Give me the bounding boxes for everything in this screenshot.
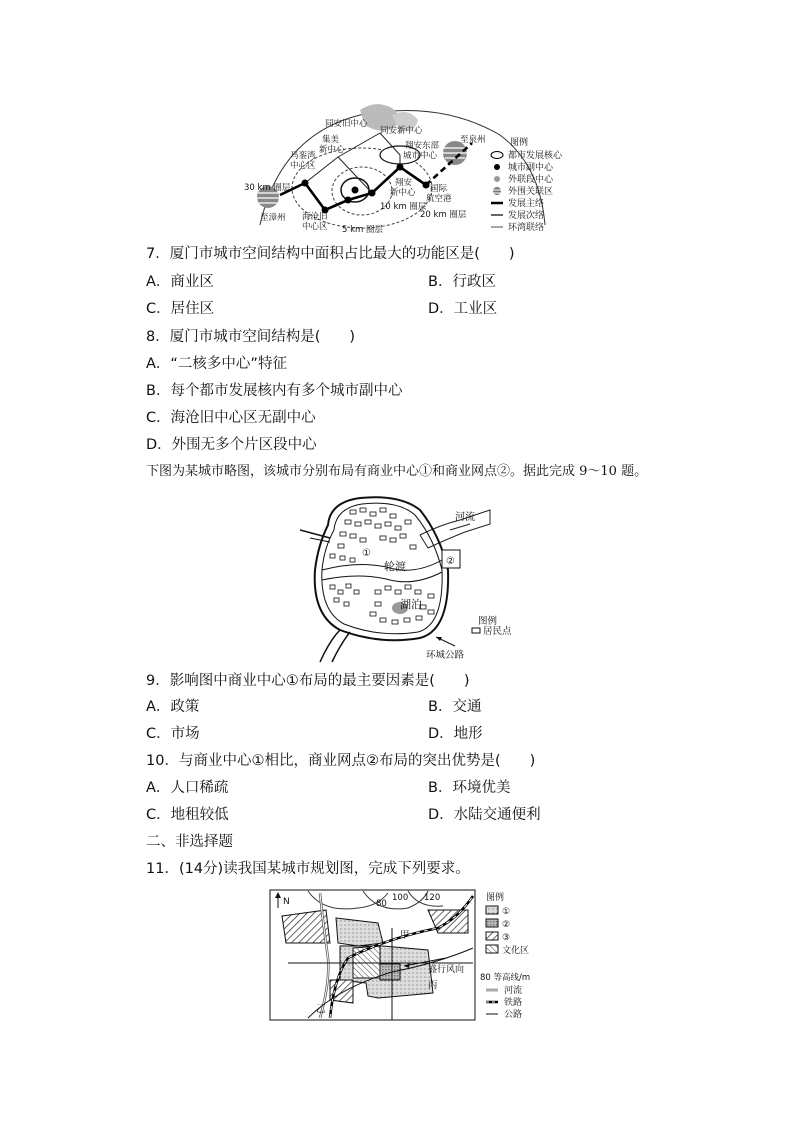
- legend-external-center: 外联段中心: [508, 175, 554, 185]
- section-non-choice: 二、非选择题: [146, 834, 233, 850]
- intro-9-10: 下图为某城市略图，该城市分别布局有商业中心①和商业网点②。据此完成 9～10 题。: [146, 464, 648, 479]
- q9-option-c[interactable]: C．市场: [146, 726, 200, 742]
- label-xiangan-new: 翔安: [395, 178, 413, 188]
- label-maluan-2: 中心区: [290, 161, 316, 171]
- legend-subcenter: 城市副中心: [508, 163, 554, 173]
- xiamen-structure-map: [240, 95, 580, 235]
- label-jimei: 集美: [322, 135, 340, 145]
- label-maluan: 马銮湾: [290, 151, 316, 161]
- q7-option-b[interactable]: B．行政区: [428, 274, 496, 290]
- q10-option-b[interactable]: B．环境优美: [428, 780, 511, 796]
- map3-legend-1: ①: [502, 907, 511, 917]
- q8-option-b[interactable]: B．每个都市发展核内有多个城市副中心: [146, 383, 403, 399]
- label-ring10: 10 km 圈层: [380, 202, 427, 212]
- city-planning-map: [268, 888, 533, 1023]
- legend-core: 都市发展核心: [508, 151, 563, 161]
- q8-option-c[interactable]: C．海沧旧中心区无副中心: [146, 410, 316, 426]
- map2-center1-label: ①: [362, 548, 371, 559]
- label-tongan-new: 同安新中心: [380, 126, 423, 136]
- map3-contour-100: 100: [392, 893, 409, 903]
- q8-stem: 8．厦门市城市空间结构是( ): [146, 329, 356, 345]
- map2-outlet2-label: ②: [446, 556, 455, 567]
- map3-jia: 甲: [400, 930, 410, 941]
- q7-option-d[interactable]: D．工业区: [428, 301, 498, 317]
- q11-stem: 11．(14分)读我国某城市规划图，完成下列要求。: [146, 861, 470, 877]
- label-ring30: 30 km 圈层: [244, 183, 291, 193]
- legend-periphery: 外围关联区: [508, 187, 554, 197]
- map2-legend-residential: 居民点: [483, 626, 512, 637]
- q7-option-a[interactable]: A．商业区: [146, 274, 214, 290]
- label-ring20: 20 km 圈层: [420, 210, 467, 220]
- label-ring5: 5 km 圈层: [342, 225, 384, 235]
- map1-legend-title: 图例: [510, 138, 529, 148]
- label-jimei-2: 新中心: [319, 145, 345, 155]
- map2-river-label: 河流: [455, 512, 475, 523]
- city-sketch-map: [300, 490, 530, 665]
- q8-option-d[interactable]: D．外围无多个片区段中心: [146, 437, 317, 453]
- map3-legend-culture: 文化区: [502, 946, 530, 956]
- map2-legend-title: 图例: [478, 616, 498, 627]
- map2-ferry-label: 轮渡: [384, 560, 406, 573]
- map2-ring-road-label: 环城公路: [426, 650, 465, 661]
- label-to-zhangzhou: 至漳州: [260, 213, 286, 223]
- label-haicang: 海沧旧: [302, 212, 328, 222]
- map3-legend-contour: 80 等高线/m: [480, 973, 531, 983]
- legend-main-axis: 发展主络: [508, 199, 545, 209]
- legend-bay-link: 环湾联络: [508, 223, 545, 233]
- legend-secondary-axis: 发展次络: [508, 211, 545, 221]
- q10-option-d[interactable]: D．水陆交通便利: [428, 807, 541, 823]
- q7-option-c[interactable]: C．居住区: [146, 301, 215, 317]
- map3-contour-80: 80: [376, 899, 387, 909]
- map3-yi: 乙: [316, 1004, 326, 1015]
- q10-option-c[interactable]: C．地租较低: [146, 807, 229, 823]
- map3-contour-120: 120: [424, 893, 441, 903]
- map3-legend-river: 河流: [504, 986, 523, 996]
- map3-legend-road: 公路: [504, 1010, 523, 1020]
- label-xiangan-east-2: 城市中心: [403, 151, 438, 161]
- q8-option-a[interactable]: A．“二核多中心”特征: [146, 356, 287, 372]
- map2-lake-label: 湖泊: [400, 598, 422, 611]
- q10-option-a[interactable]: A．人口稀疏: [146, 780, 229, 796]
- label-to-quanzhou: 至泉州: [460, 135, 486, 145]
- q10-stem: 10．与商业中心①相比，商业网点②布局的突出优势是( ): [146, 753, 536, 769]
- map3-legend-3: ③: [502, 933, 511, 943]
- q9-option-a[interactable]: A．政策: [146, 699, 200, 715]
- q9-option-d[interactable]: D．地形: [428, 726, 483, 742]
- map3-north: N: [283, 897, 290, 907]
- label-xiangan-east: 翔安东部: [405, 141, 440, 151]
- q9-stem: 9．影响图中商业中心①布局的最主要因素是( ): [146, 673, 470, 689]
- q9-option-b[interactable]: B．交通: [428, 699, 482, 715]
- q7-stem: 7．厦门市城市空间结构中面积占比最大的功能区是( ): [146, 246, 515, 262]
- label-xiangan-new-2: 新中心: [390, 188, 416, 198]
- label-tongan-old: 同安旧中心: [325, 119, 368, 129]
- map3-wind-label: 盛行风向: [428, 965, 465, 975]
- label-haicang-2: 中心区: [302, 222, 328, 232]
- map3-legend-2: ②: [502, 920, 511, 930]
- map3-legend-title: 图例: [486, 893, 505, 903]
- map3-bing: 丙: [428, 980, 438, 991]
- map3-legend-railway: 铁路: [504, 998, 523, 1008]
- label-airport: 国际: [430, 184, 448, 194]
- label-airport-2: 航空港: [426, 194, 452, 204]
